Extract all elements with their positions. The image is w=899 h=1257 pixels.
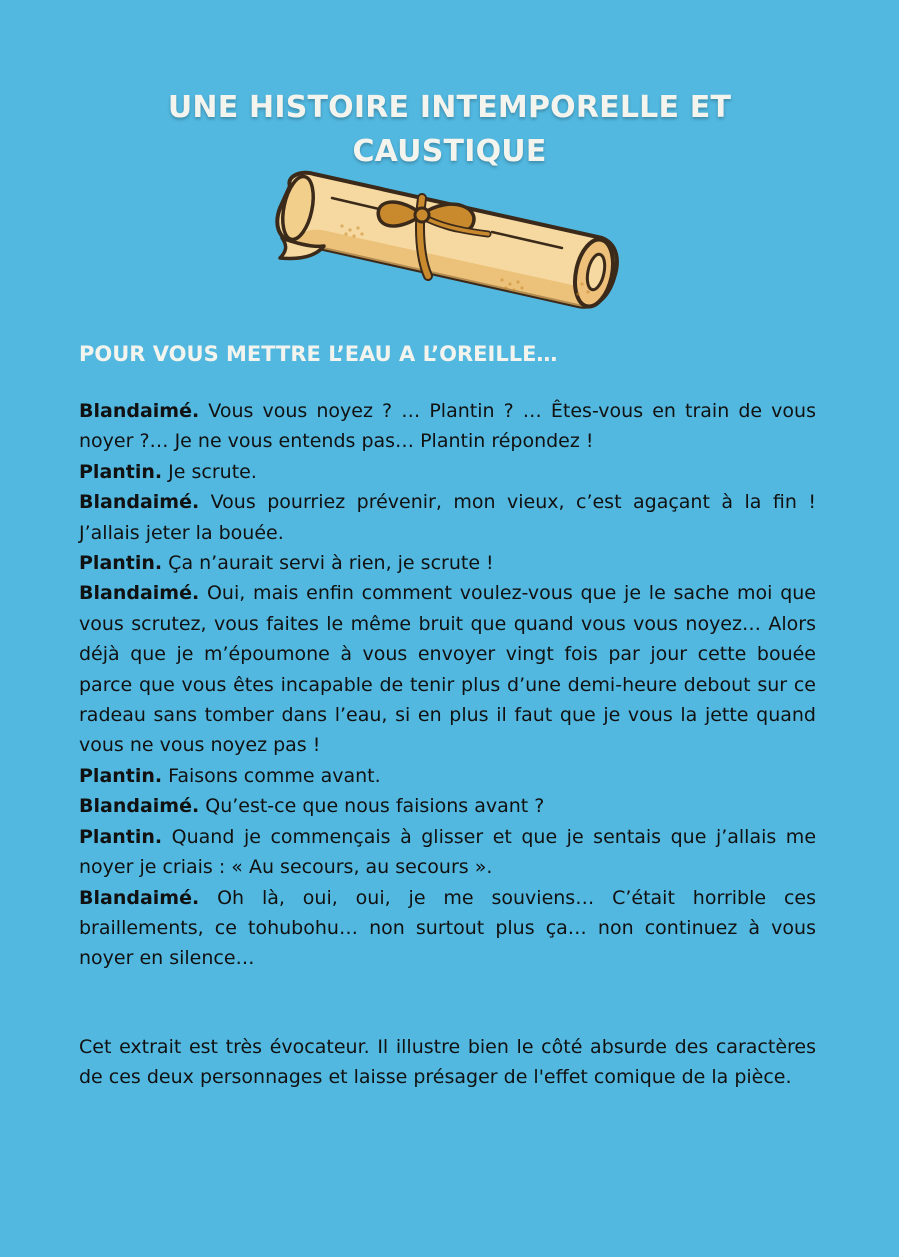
dialogue-text: Quand je commençais à glisser et que je sentais que j’allais me noyer je criais : « Au secours, au secours ». bbox=[79, 825, 817, 879]
dialogue-line bbox=[79, 487, 816, 548]
dialogue-text: Oui, mais enfin comment voulez-vous que je le sache moi que vous scrutez, vous faites le même bruit que quand vous vous noyez… Alors déjà que je m’époumone à vous envoyer vingt fois par jour cette bouée parce que vous êtes incapable de tenir plus d’une demi-heure debout sur ce radeau sans tomber dans l’eau, si en plus il faut que je vous la jette quand vous ne vous noyez pas ! bbox=[79, 582, 816, 757]
dialogue-line bbox=[79, 822, 816, 883]
speaker-name: Plantin. bbox=[79, 460, 163, 483]
section-subtitle: POUR VOUS METTRE L’EAU A L’OREILLE… bbox=[79, 342, 558, 366]
speaker-name: Plantin. bbox=[79, 764, 163, 787]
dialogue-text: Ça n’aurait servi à rien, je scrute ! bbox=[168, 552, 494, 575]
dialogue-line bbox=[79, 791, 816, 821]
dialogue-line bbox=[79, 396, 816, 457]
dialogue-text: Qu’est-ce que nous faisions avant ? bbox=[205, 795, 545, 818]
title-line-2: CAUSTIQUE bbox=[352, 134, 547, 169]
speaker-name: Blandaimé. bbox=[79, 582, 200, 605]
speaker-name: Blandaimé. bbox=[79, 795, 200, 818]
speaker-name: Plantin. bbox=[79, 552, 163, 575]
dialogue-line bbox=[79, 457, 816, 487]
dialogue-line bbox=[79, 578, 816, 760]
conclusion-paragraph: Cet extrait est très évocateur. Il illustre bien le côté absurde des caractères de ces deux personnages et laisse présager de l'effet comique de la pièce. bbox=[79, 1036, 816, 1089]
title-line-1: UNE HISTOIRE INTEMPORELLE ET bbox=[167, 90, 732, 125]
page-title bbox=[100, 86, 799, 174]
dialogue-text: Je scrute. bbox=[168, 460, 257, 483]
dialogue-line bbox=[79, 883, 816, 974]
speaker-name: Plantin. bbox=[79, 825, 163, 848]
speaker-name: Blandaimé. bbox=[79, 886, 200, 909]
dialogue-text: Vous pourriez prévenir, mon vieux, c’est agaçant à la fin ! J’allais jeter la bouée. bbox=[79, 491, 816, 544]
speaker-name: Blandaimé. bbox=[79, 400, 200, 422]
dialogue-line bbox=[79, 761, 816, 791]
speaker-name: Blandaimé. bbox=[79, 491, 200, 514]
dialogue-text: Vous vous noyez ? … Plantin ? … Êtes-vous en train de vous noyer ?… Je ne vous entends pas… Plantin répondez ! bbox=[79, 400, 816, 453]
dialogue-text: Oh là, oui, oui, je me souviens… C’était horrible ces braillements, ce tohubohu… non surtout plus ça… non continuez à vous noyer en silence… bbox=[79, 886, 816, 970]
dialogue-line bbox=[79, 548, 816, 578]
dialogue-text: Faisons comme avant. bbox=[168, 764, 381, 787]
dialogue-excerpt bbox=[79, 396, 816, 974]
rolled-parchment-scroll-icon bbox=[272, 168, 622, 333]
